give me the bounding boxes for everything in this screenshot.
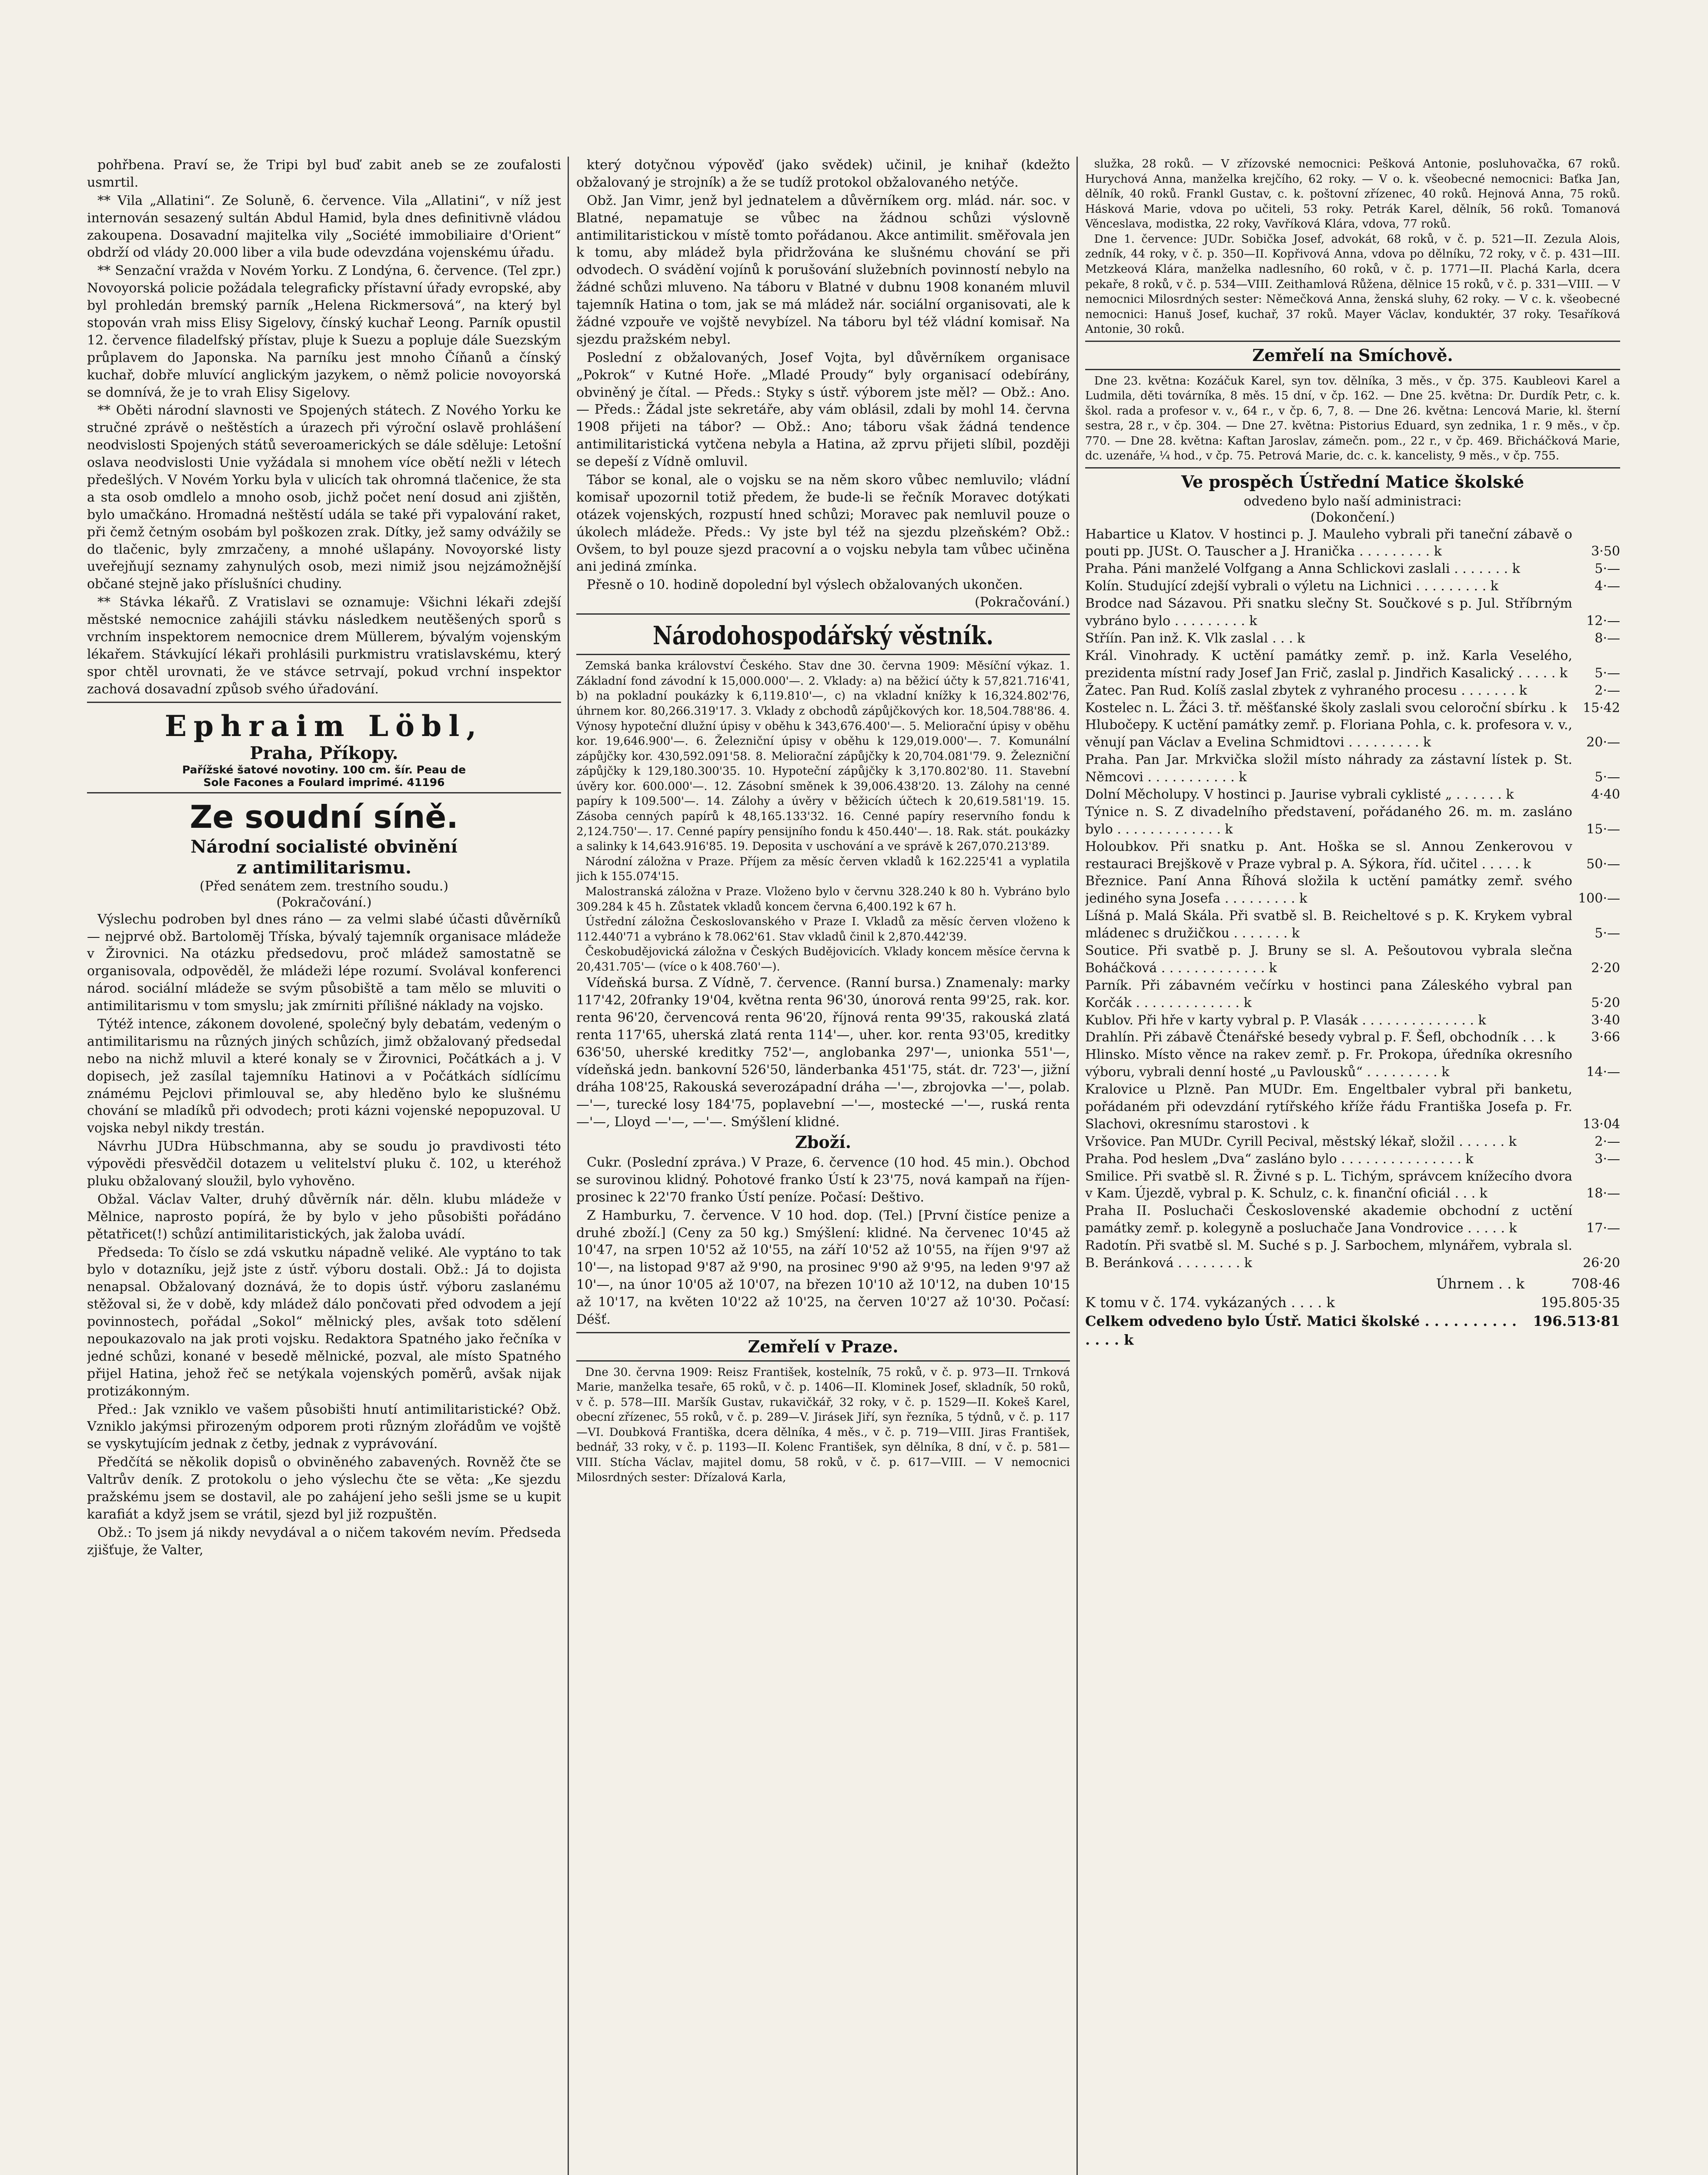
donation-entry <box>1085 751 1620 786</box>
report-budejovice: Českobudějovická záložna v Českých Budějovicích. Vklady koncem měsíce června k 20,431.705'— (více o k 408.760'—). <box>576 945 1070 974</box>
donation-text: Radotín. Při svatbě sl. M. Suché s p. J. Sarbochem, mlynářem, vybrala sl. B. Beránková . . . . . . . . k <box>1085 1238 1572 1271</box>
continuation-note: (Pokračování.) <box>276 894 372 910</box>
donation-entry <box>1085 838 1620 873</box>
divider <box>87 792 561 793</box>
donation-text: Brodce nad Sázavou. Při snatku slečny St. Součkové s p. Jul. Stříbrným vybráno bylo . . . . . . . . . k <box>1085 596 1572 629</box>
donation-amount: 20·— <box>1586 735 1620 750</box>
paragraph: Předseda: To číslo se zdá vskutku nápadně veliké. Ale vyptáno to tak bylo v dotazníku, jejž jste z ústř. výboru dostali. Obž.: Já to dojista nenapsal. Obžalovaný doznává, že to dopis ústř. výboru zaslanému stěžoval si, že v době, kdy mládež dálo pončovati před odvodem a její povinnostech, pořádal „Sokol“ mělnický ples, avšak toto sdělení nepoukazovalo na jak proti vojsku. Redaktora Spatného jako řečníka v jedné schůzi, konané v besedě mělnické, pozval, ale místo Spatného přijel Hatina, jehož řeč se netýkala vojenských poměrů, avšak nijak protizákonným. <box>87 1245 561 1399</box>
donation-text: Parník. Při zábavném večírku v hostinci pana Záleského vybral pan Korčák . . . . . . . . . . . . . k <box>1085 977 1572 1011</box>
divider <box>1085 341 1620 342</box>
donation-entry <box>1085 1133 1620 1151</box>
paragraph: Návrhu JUDra Hübschmanna, aby se soudu jo pravdivosti této výpovědi přesvědčil dotazem u velitelství pluku č. 102, u kteréhož pluku obžalovaný sloužil, bylo vyhověno. <box>87 1139 561 1189</box>
donation-amount: 50·— <box>1586 856 1620 872</box>
donation-amount: 2·— <box>1594 1134 1620 1149</box>
section-title: Národohospodářský věstník. <box>652 621 994 651</box>
donation-text: Vršovice. Pan MUDr. Cyrill Pecival, městský lékař, složil . . . . . . k <box>1085 1134 1517 1149</box>
subsection-title: Zboží. <box>795 1132 851 1152</box>
donation-entry <box>1085 560 1620 578</box>
report-vienna-bourse: Vídeňská bursa. Z Vídně, 7. července. (Ranní bursa.) Znamenaly: marky 117'42, 20franky 19'04, května renta 96'30, únorová renta 99'25, rak. kor. renta 96'20, červencová renta 96'20, říjnová renta 99'35, rakouská zlatá renta 117'65, uherská zlatá renta 114'—, uher. kor. renta 93'05, kreditky 636'50, uherské kreditky 752'—, anglobanka 297'—, unionka 551'—, vídeňská jedn. bankovní 526'50, länderbanka 451'75, stát. dr. 723'—, jižní dráha 108'25, Rakouská severozápadní dráha —'—, zbrojovka —'—, polab. —'—, turecké losy 184'75, poplavební —'—, mostecké —'—, ruská renta —'—, Lloyd —'—, —'—. Smýšlení klidné. <box>576 975 1070 1130</box>
paragraph: Přesně o 10. hodině dopolední byl výslech obžalovaných ukončen. <box>587 577 1023 593</box>
donation-amount: 3·— <box>1594 1151 1620 1167</box>
donation-text: Praha. Pod heslem „Dva“ zasláno bylo . . . . . . . . . . . . . . . k <box>1085 1151 1474 1167</box>
section-title: Ve prospěch Ústřední Matice školské <box>1181 472 1524 492</box>
donation-entry <box>1085 1029 1620 1046</box>
news-item-vila-allatini: ** Vila „Allatini“. Ze Soluně, 6. července. Vila „Allatini“, v níž jest internován sesazený sultán Abdul Hamid, byla dnes definitivně vládou zakoupena. Dosavadní majitelka vily „Société immobiliaire d'Orient“ obdrží od vlády 20.000 liber a vila bude odevzdána vojenskému úřadu. <box>87 193 561 261</box>
obituary-list: Dne 23. května: Kozáčuk Karel, syn tov. dělníka, 3 měs., v čp. 375. Kaubleovi Karel a Ludmila, děti továrníka, 8 měs. 15 dní, v čp. 162. — Dne 25. května: Dr. Durdík Petr, c. k. škol. rada a profesor v. v., 64 r., v čp. 6, 7, 8. — Dne 26. května: Lencová Marie, kl. šterní sestra, 28 r., v čp. 304. — Dne 27. května: Pistorius Eduard, syn zednika, 1 r. 9 měs., v čp. 770. — Dne 28. května: Kaftan Jaroslav, zámečn. pom., 22 r., v čp. 469. Břicháčková Marie, dc. uzenáře, ¼ hod., v čp. 75. Petrová Marie, dc. c. k. kancelisty, 9 měs., v čp. 755. <box>1085 374 1620 463</box>
divider <box>576 654 1070 655</box>
column-rule <box>1076 157 1078 2175</box>
report-national-savings: Národní záložna v Praze. Příjem za měsíc červen vkladů k 162.225'41 a vyplatila jich k 155.074'15. <box>576 855 1070 883</box>
continuation-note: (Pokračování.) <box>975 595 1070 610</box>
paragraph: Obž.: To jsem já nikdy nevydával a o ničem takovém nevím. Předseda zjišťuje, že Valter, <box>87 1525 561 1558</box>
donation-text: Hlinsko. Místo věnce na rakev zemř. p. Fr. Prokopa, úředníka okresního výboru, vybrali denní hosté „u Pavlousků“ . . . . . . . . . k <box>1085 1047 1572 1080</box>
donation-entry <box>1085 1151 1620 1168</box>
news-item-national-celebration: ** Oběti národní slavnosti ve Spojených státech. Z Nového Yorku ke stručné zprávě o neštěstích a úrazech při výroční oslavě prohlášení neodvislosti Spojených států severoamerických se dále sděluje: Letošní oslava neodvislosti Unie vyžádala si mnohem více obětí nežli v létech předešlých. V Novém Yorku byla v ulicích tak ohromná tlačenice, že sta a sta osob omdlelo a mnoho osob, jichž počet není dosud ani zjištěn, bylo umačkáno. Hromadná neštěstí udála se také při vypalování raket, při čemž četným osobám byl poškozen zrak. Dítky, jež samy odvážily se do tlačenic, byly zmrzačeny, a mnohé ušlapány. Novoyorské listy uveřejňují seznamy zahynulých osob, mezi nimiž jsou nejzámožnější občané stejně jako příslušníci chudiny. <box>87 403 561 592</box>
donation-text: Stříín. Pan inž. K. Vlk zaslal . . . k <box>1085 630 1305 646</box>
obituary-list: služka, 28 roků. — V zřízovské nemocnici: Pešková Antonie, posluhovačka, 67 roků. Hurychová Anna, manželka krejčího, 62 roky. — V o. k. všeobecné nemocnici: Baťka Jan, dělník, 40 roků. Frankl Gustav, c. k. poštovní zřízenec, 40 roků. Hejnová Anna, 75 roků. Hásková Marie, vdova po učiteli, 53 roky. Petrák Karel, dělník, 56 roků. Tomanová Věnceslava, modistka, 22 roky, Vavříková Klára, vdova, 77 roků. <box>1085 157 1620 231</box>
donation-entry <box>1085 803 1620 838</box>
donation-amount: 3·66 <box>1591 1030 1620 1045</box>
donation-entry <box>1085 647 1620 682</box>
donation-text: Smilice. Při svatbě sl. R. Živné s p. L. Tichým, správcem knížecího dvora v Kam. Újezdě, vybral p. K. Schulz, c. k. finanční oficiál . . . k <box>1085 1168 1572 1201</box>
section-subtitle: odvedeno bylo naší administraci: <box>1243 493 1462 509</box>
donation-amount: 5·— <box>1594 561 1620 577</box>
report-malostranska: Malostranská záložna v Praze. Vloženo bylo v červnu 328.240 k 80 h. Vybráno bylo 309.284 k 45 h. Zůstatek vkladů koncem června 6,400.192 k 67 h. <box>576 885 1070 914</box>
column-1 <box>87 157 561 2175</box>
sum-label: K tomu v č. 174. vykázaných . . . . k <box>1085 1294 1335 1311</box>
paragraph: Obžal. Václav Valter, druhý důvěrník nár. děln. klubu mládeže v Mělnice, naprosto popírá, že by bylo v jeho působišti pořádáno pětatřicet(!) schůzí antimilitaristických, jak žaloba uvádí. <box>87 1191 561 1242</box>
paragraph: který dotyčnou výpověď (jako svědek) učinil, je knihař (kdežto obžalovaný je strojník) a že se tudíž protokol obžalovaného netýče. <box>576 157 1070 190</box>
donation-entry <box>1085 1046 1620 1081</box>
sum-amount: 195.805·35 <box>1540 1294 1620 1311</box>
donation-amount: 8·— <box>1594 630 1620 646</box>
ad-text: Pařížské šatové novotiny. 100 cm. šír. Peau de <box>182 763 466 776</box>
donation-list <box>1085 526 1620 1272</box>
paragraph: Obž. Jan Vimr, jenž byl jednatelem a důvěrníkem org. mlád. nár. soc. v Blatné, nepamatuje se vůbec na žádnou schůzi výslovně antimilitaristickou v místě tomto pořádanou. Akce antimilit. směřovala jen k tomu, aby mládež byla přidržována ke slušnému chování se při odvodech. O svádění vojínů k porušování služebních povinností nebylo na žádné schůzi mluveno. Na táboru v Blatné v dubnu 1908 konaném mluvil tajemník Hatina o tom, jak se má mládež nár. sociální organisovati, ale k žádné vzpouře ve vojště nevybízel. Na táboru byl též vládní komisař. Na sjezdu pražském nebyl. <box>576 193 1070 347</box>
divider <box>576 1332 1070 1333</box>
ad-title: Ephraim Löbl, <box>164 709 484 743</box>
donation-entry <box>1085 630 1620 647</box>
report-hamburg: Z Hamburku, 7. července. V 10 hod. dop. (Tel.) [První čistíce penize a druhé zboží.] (Ceny za 50 kg.) Smýšlení: klidné. Na červenec 10'45 až 10'47, na srpen 10'52 až 10'55, na září 10'52 až 10'55, na říjen 9'97 až 10'—, na listopad 9'87 až 9'90, na prosinec 9'90 až 9'95, na leden 9'97 až 10'—, na únor 10'05 až 10'07, na březen 10'10 až 10'12, na duben 10'15 až 10'17, na květen 10'22 až 10'25, na červen 10'27 až 10'30. Počasí: Déšť. <box>576 1208 1070 1328</box>
continuation-note: (Dokončení.) <box>1310 509 1395 525</box>
total-row <box>1085 1312 1620 1349</box>
donation-entry <box>1085 699 1620 717</box>
donation-amount: 100·— <box>1578 891 1620 907</box>
donation-entry <box>1085 1081 1620 1133</box>
donation-entry <box>1085 907 1620 942</box>
donation-text: Hlubočepy. K uctění památky zemř. p. Floriana Pohla, c. k. profesora v. v., věnují pan Václav a Evelina Schmidtovi . . . . . . . . . k <box>1085 717 1572 750</box>
column-rule <box>568 157 569 2175</box>
obituary-list: Dne 1. července: JUDr. Sobička Josef, advokát, 68 roků, v č. p. 521—II. Zezula Alois, zedník, 44 roky, v č. p. 350—II. Kopřivová Anna, vdova po dělníku, 72 roky, v č. p. 431—III. Metzkeová Klára, manželka nadlesního, 60 roků, v č. p. 1771—II. Plachá Karla, dcera pekaře, 8 roků, v č. p. 534—VIII. Zeithamlová Růžena, dělnice 15 roků, v č. p. 331—VIII. — V nemocnici Milosrdných sester: Němečková Anna, ženská sluhy, 62 roky. — V c. k. všeobecné nemocnici: Hanuš Josef, kuchař, 37 roků. Mayer Václav, konduktér, 37 roky. Tesaříková Antonie, 30 roků. <box>1085 232 1620 336</box>
donation-amount: 2·— <box>1594 683 1620 698</box>
donation-entry <box>1085 595 1620 630</box>
donation-amount: 4·40 <box>1591 786 1620 802</box>
article-dateline: (Před senátem zem. trestního soudu.) <box>200 878 448 894</box>
donation-text: Žatec. Pan Rud. Kolíš zaslal zbytek z vyhraného procesu . . . . . . . k <box>1085 683 1528 698</box>
divider <box>1085 467 1620 468</box>
donation-amount: 18·— <box>1586 1186 1620 1201</box>
paragraph: pohřbena. Praví se, že Tripi byl buď zabit aneb se ze zoufalosti usmrtil. <box>87 157 561 190</box>
column-2 <box>576 157 1070 2175</box>
donation-entry <box>1085 942 1620 977</box>
article-headline: Národní socialisté obvinění <box>191 836 458 857</box>
paragraph: Poslední z obžalovaných, Josef Vojta, byl důvěrníkem organisace „Pokrok“ v Kutné Hoře. „Mladé Proudy“ byly organisací odebírány, obviněný je čítal. — Předs.: Styky s ústř. výborem jste měl? — Obž.: Ano. — Předs.: Žádal jste sekretáře, aby vám oblásil, zdali by mohl 14. června 1908 přijeti na tábor? — Obž.: Ano; táboru však žádná tendence antimilitaristická vytčena nebyla a Hatina, až zprvu přijeti slíbil, později se depeší z Vídně omluvil. <box>576 350 1070 470</box>
donation-text: Král. Vinohrady. K uctění památky zemř. p. inž. Karla Veselého, prezidenta místní rady Josef Jan Frič, zaslal p. Jindřich Kasalický . . . . . k <box>1085 648 1572 681</box>
donation-text: Týnice n. S. Z divadelního představení, pořádaného 26. m. m. zasláno bylo . . . . . . . . . . . . . k <box>1085 804 1572 837</box>
donation-text: Holoubkov. Při snatku p. Ant. Hoška se sl. Annou Zenkerovou v restauraci Brejškově v Praze vybral p. A. Sýkora, říd. učitel . . . . . k <box>1085 839 1572 872</box>
sum-row <box>1085 1293 1620 1312</box>
donation-entry <box>1085 682 1620 699</box>
total-amount: 196.513·81 <box>1533 1313 1620 1330</box>
donation-amount: 14·— <box>1586 1064 1620 1080</box>
article-headline: z antimilitarismu. <box>237 857 411 878</box>
section-title: Zemřelí na Smíchově. <box>1252 345 1453 365</box>
donation-entry <box>1085 716 1620 751</box>
ad-text: Sole Facones a Foulard imprimé. 41196 <box>203 776 445 789</box>
donation-amount: 12·— <box>1586 613 1620 629</box>
donation-amount: 26·20 <box>1583 1255 1620 1271</box>
sum-row <box>1085 1275 1620 1293</box>
donation-text: Praha II. Posluchači Československé akademie obchodní z uctění památky zemř. p. kolegyně a posluchače Jana Vondrovice . . . . . k <box>1085 1203 1572 1236</box>
donation-text: Kostelec n. L. Žáci 3. tř. měšťanské školy zaslali svou celoroční sbírku . k <box>1085 700 1567 716</box>
donation-text: Drahlín. Při zábavě Čtenářské besedy vybral p. F. Šefl, obchodník . . . k <box>1085 1030 1555 1045</box>
donation-text: Dolní Měcholupy. V hostinci p. Jaurise vybrali cyklisté „ . . . . . . k <box>1085 786 1514 802</box>
section-title: Ze soudní síně. <box>190 798 458 835</box>
total-label: Celkem odvedeno bylo Ústř. Matici školské . . . . . . . . . . . . . . k <box>1085 1313 1517 1348</box>
donation-text: Kralovice u Plzně. Pan MUDr. Em. Engeltbaler vybral při banketu, pořádaném při odevzdání rytířského kříže řádu Františka Josefa p. Fr. Slachovi, okresnímu starostovi . k <box>1085 1082 1572 1132</box>
obituary-list: Dne 30. června 1909: Reisz František, kostelník, 75 roků, v č. p. 973—II. Trnková Marie, manželka tesaře, 65 roků, v č. p. 1406—II. Klominek Josef, skladník, 50 roků, v č. p. 578—III. Maršík Gustav, rukavičkář, 32 roky, v č. p. 1529—II. Kokeš Karel, obecní zřízenec, 55 roků, v č. p. 289—V. Jirásek Jiří, syn řezníka, 5 týdnů, v č. p. 117—VI. Doubková Františka, dcera dělníka, 4 měs., v č. p. 719—VIII. Jiras František, bednář, 33 roky, v č. p. 1193—II. Kolenc František, syn dělníka, 8 dní, v č. p. 581—VIII. Stícha Václav, majitel domu, 58 roků, v č. p. 617—VIII. — V nemocnici Milosrdných sester: Dřízalová Karla, <box>576 1365 1070 1484</box>
donation-amount: 3·40 <box>1591 1012 1620 1028</box>
donation-text: Praha. Páni manželé Volfgang a Anna Schlickovi zaslali . . . . . . . k <box>1085 561 1520 577</box>
donation-entry <box>1085 1237 1620 1272</box>
advertisement <box>87 709 561 789</box>
donation-text: Líšná p. Malá Skála. Při svatbě sl. B. Reicheltové s p. K. Krykem vybral mládenec s družičkou . . . . . . . k <box>1085 908 1572 941</box>
donation-amount: 15·42 <box>1583 700 1620 716</box>
donation-entry <box>1085 786 1620 803</box>
section-title: Zemřelí v Praze. <box>748 1336 899 1356</box>
report-sugar: Cukr. (Poslední zpráva.) V Praze, 6. července (10 hod. 45 min.). Obchod se surovinou klidný. Pohotové franko Ústí k 23'75, nová kampaň na říjen-prosinec k 22'70 franko Ústí peníze. Počasí: Deštivo. <box>576 1155 1070 1205</box>
donation-entry <box>1085 1012 1620 1029</box>
donation-amount: 5·— <box>1594 926 1620 941</box>
donation-amount: 17·— <box>1586 1221 1620 1236</box>
divider <box>1085 369 1620 370</box>
paragraph: Výslechu podroben byl dnes ráno — za velmi slabé účasti důvěrníků — nejprvé obž. Bartolomĕj Tříska, bývalý tajemník organisace mládeže v Žirovnici. Na otázku předsedovu, proč mládež samostatně se organisovala, odpověděl, že mládeži lépe rozumí. Svolával konferenci národ. sociální mládeže se svým působištĕ a tam mělo se mluviti o antimilitarismu v tom smyslu; jak zmírniti přílišné náklady na vojsko. <box>87 911 561 1014</box>
news-item-doctors-strike: ** Stávka lékařů. Z Vratislavi se oznamuje: Všichni lékaři zdejší městské nemocnice zahájili stávku následkem neutěšených sporů s vrchním inspektorem nemocnice drem Müllerem, bývalým vojenským lékařem. Stávkující lékaři prohlásili purkmistru vratislavskému, který spor chtěl urovnati, že ve stávce setrvají, pokud vrchní inspektor zachová dosavadní způsob svého úřadování. <box>87 595 561 697</box>
donation-entry <box>1085 578 1620 595</box>
donation-amount: 5·— <box>1594 665 1620 681</box>
donation-text: Březnice. Paní Anna Říhová složila k uctění památky zemř. svého jediného syna Josefa . . . . . . . . . k <box>1085 873 1572 907</box>
donation-amount: 3·50 <box>1591 544 1620 559</box>
donation-entry <box>1085 1202 1620 1237</box>
donation-text: Habartice u Klatov. V hostinci p. J. Mauleho vybrali při taneční zábavě o pouti pp. JUSt. O. Tauscher a J. Hranička . . . . . . . . . k <box>1085 526 1572 559</box>
donation-entry <box>1085 873 1620 907</box>
divider <box>87 702 561 703</box>
divider <box>576 1360 1070 1362</box>
donation-entry <box>1085 1168 1620 1203</box>
donation-text: Kublov. Při hře v karty vybral p. P. Vlasák . . . . . . . . . . . . . . k <box>1085 1012 1486 1028</box>
paragraph: Týtéž intence, zákonem dovolené, společný byly debatám, vedeným o antimilitarismu na různých jiných schůzích, jimž obžalovaný předsedal nebo na nichž mluvil a které konaly se v Žirovnici, Počátkách a j. V dopisech, jež zasílal tajemníku Hatinovi a v Počátkách sídlícímu známému Pejclovi přimlouval se, aby hleděno bylo ke slušnému chování se mladíků při odvodech; proti kázni vojenské nepopuzoval. U vojska nebyl nikdy trestán. <box>87 1016 561 1136</box>
report-central-savings: Ústřední záložna Českoslovanského v Praze I. Vkladů za měsíc červen vloženo k 112.440'71 a vybráno k 78.062'61. Stav vkladů činil k 2,870.442'39. <box>576 915 1070 944</box>
report-land-bank: Zemská banka království Českého. Stav dne 30. června 1909: Měsíční výkaz. 1. Základní fond závodní k 15,000.000'—. 2. Vklady: a) na běžicí účty k 57,821.716'41, b) na pokladní poukázky k 6,119.810'—, c) na vkladní knížky k 16,324.802'76, úhrnem kor. 80,266.319'17. 3. Vklady z obchodů zápůjčkových kor. 18,504.788'86. 4. Výnosy hypoteční dlužní úpisy v oběhu k 343,676.400'—. 5. Meliorační úpisy v oběhu kor. 19,646.900'—. 6. Železniční úpisy v oběhu k 129,019.000'—. 7. Komunální zápůjčky kor. 430,592.091'58. 8. Meliorační zápůjčky k 20,704.081'79. 9. Železniční zápůjčky k 129,180.300'35. 10. Hypoteční zápůjčky k 3,170.802'80. 11. Stavební úvěry kor. 600.000'—. 12. Zásobní směnek k 39,006.438'20. 13. Zálohy na cenné papíry k 109.500'—. 14. Zálohy a úvěry v běžicích účtech k 20,619.581'19. 15. Zásoba cenných papírů k 48,165.133'32. 16. Cenné papíry reservního fondu k 2,124.750'—. 17. Cenné papíry pensijního fondu k 450.440'—. 18. Rak. stát. poukázky a salinky k 14,643.916'85. 19. Deposita v uschování a ve správě k 267,070.213'89. <box>576 659 1070 853</box>
paragraph: Před.: Jak vzniklo ve vašem působišti hnutí antimilitaristické? Obž. Vzniklo jakýmsi přirozeným odporem proti různým zlořádům ve vojště se vyskytujícím jednak z četby, jednak z vyprávování. <box>87 1402 561 1452</box>
sum-amount: 708·46 <box>1571 1275 1620 1292</box>
donation-amount: 13·04 <box>1583 1116 1620 1132</box>
donation-text: Praha. Pan Jar. Mrkvička složil místo náhrady za zástavní lístek p. St. Němcovi . . . . . . . . . . . k <box>1085 752 1572 785</box>
divider <box>576 613 1070 615</box>
sum-label: Úhrnem . . k <box>1436 1275 1524 1292</box>
ad-subtitle: Praha, Příkopy. <box>250 743 398 763</box>
donation-entry <box>1085 977 1620 1012</box>
donation-text: Soutice. Při svatbě p. J. Bruny se sl. A. Pešoutovou vybrala slečna Boháčková . . . . . . . . . . . . . k <box>1085 943 1572 976</box>
donation-amount: 5·20 <box>1591 995 1620 1011</box>
donation-amount: 2·20 <box>1591 960 1620 976</box>
donation-amount: 15·— <box>1586 821 1620 837</box>
paragraph: Tábor se konal, ale o vojsku se na něm skoro vůbec nemluvilo; vládní komisař upozornil totiž předem, že bude-li se řečník Moravec dotýkati otázek vojenských, rozpustí hned schůzi; Moravec pak nemluvil pouze o úkolech mládeže. Předs.: Vy jste byl též na sjezdu plzeňském? Obž.: Ovšem, to byl pouze sjezd pracovní a o vojsku nebyla tam vůbec učiněna ani jediná zmínka. <box>576 472 1070 575</box>
column-3 <box>1085 157 1620 2175</box>
donation-amount: 5·— <box>1594 770 1620 785</box>
donation-text: Kolín. Studující zdejší vybrali o výletu na Lichnici . . . . . . . . . k <box>1085 579 1498 594</box>
news-item-new-york-murder: ** Senzační vražda v Novém Yorku. Z Londýna, 6. července. (Tel zpr.) Novoyorská policie požádala telegraficky přístavní úřady evropské, aby byl prohledán bremský parník „Helena Rickmersová“, na který byl stopován vrah miss Elisy Sigelovy, čínský kuchař Leong. Parník opustil 12. července filadelfský přístav, pluje k Suezu a popluje dále Suezským průplavem do Japonska. Na parníku jest mnoho Číňanů a čínský kuchař, dobře mluvící anglickým jazykem, o němž policie novoyorská se domnívá, že je to vrah Elisy Sigelovy. <box>87 263 561 400</box>
donation-amount: 4·— <box>1594 579 1620 594</box>
donation-entry <box>1085 526 1620 561</box>
paragraph: Předčítá se několik dopisů o obviněného zabavených. Rovněž čte se Valtrův deník. Z protokolu o jeho výslechu čte se věta: „Ke sjezdu pražskému jsem se dostavil, ale po zahájení jeho sešli jsme se u kupit karafiát a když jsem se vrátil, sjezd byl již rozpuštěn. <box>87 1455 561 1522</box>
